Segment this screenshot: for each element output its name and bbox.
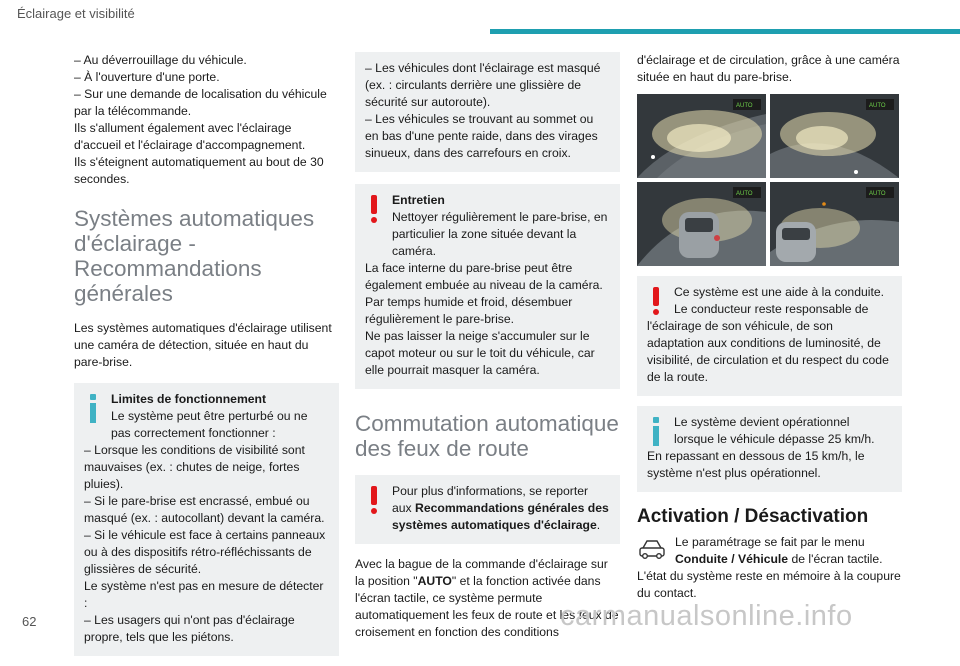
section-heading: Activation / Désactivation — [637, 506, 869, 527]
info-box-limits — [74, 383, 339, 656]
vehicle-settings-icon — [637, 536, 667, 562]
menu-path: Conduite / Véhicule — [675, 552, 789, 566]
section-heading: Systèmes automatiques d'éclairage - Recommandations générales — [74, 206, 315, 306]
watermark: carmanualsonline.info — [560, 600, 853, 632]
intro-text: Les systèmes automatiques d'éclairage utilisent une caméra de détection, située en haut du pare-brise. — [74, 321, 332, 369]
info-box-continued — [355, 52, 620, 172]
text-line: – À l'ouverture d'une porte. — [74, 70, 220, 84]
box-line: Le système peut être perturbé ou ne pas correctement fonctionner : — [111, 409, 308, 440]
warning-icon — [365, 484, 385, 514]
activation-post: de l'écran tactile. — [788, 552, 883, 566]
activation-text — [637, 534, 902, 568]
activation-line-2: L'état du système reste en mémoire à la coupure du contact. — [637, 569, 901, 600]
box-line — [365, 483, 610, 534]
box-line: – Lorsque les conditions de visibilité sont mauvaises (ex. : chutes de neige, fortes pluies). — [84, 443, 305, 491]
ref-line: Pour plus d'informations, se reporter aux — [392, 484, 589, 515]
box-line: Ne pas laisser la neige s'accumuler sur le capot moteur ou sur le toit du véhicule, car elle pourrait masquer la caméra. — [365, 329, 595, 377]
section-heading: Commutation automatique des feux de route — [355, 411, 619, 461]
box-line: – Les usagers qui n'ont pas d'éclairage propre, tels que les piétons. — [84, 613, 295, 644]
svg-text:AUTO: AUTO — [869, 103, 886, 109]
text-line: Ils s'éteignent automatiquement au bout de 30 secondes. — [74, 155, 324, 186]
body-auto: AUTO — [417, 574, 452, 588]
svg-text:AUTO: AUTO — [736, 191, 753, 197]
warning-icon — [647, 285, 667, 315]
ref-tail: . — [596, 518, 601, 532]
info-box-speed — [637, 406, 902, 492]
text-line: – Sur une demande de localisation du véhicule par la télécommande. — [74, 87, 327, 118]
svg-text:AUTO: AUTO — [869, 191, 886, 197]
box-line: La face interne du pare-brise peut être également embuée au niveau de la caméra. Par temps humide et froid, désembuer régulièrement le pare-brise. — [365, 261, 603, 326]
activation-pre: Le paramétrage se fait par le menu — [675, 535, 865, 549]
warning-box-reference — [355, 475, 620, 544]
page-number: 62 — [22, 614, 37, 629]
box-line: Le système n'est pas en mesure de détecter : — [84, 579, 324, 610]
box-line: Le conducteur reste responsable de l'éclairage de son véhicule, de son adaptation aux conditions de luminosité, de visibilité, de circulation et du respect du code de la route. — [647, 302, 889, 384]
body-post: " et la fonction activée dans l'écran tactile, ce système permute automatiquement les feux de route et les feux de croisement en fonction des conditions — [355, 574, 619, 639]
box-title: Limites de fonctionnement — [111, 392, 267, 406]
ref-link-text: Recommandations générales des systèmes automatiques d'éclairage — [392, 501, 609, 532]
column-2 — [355, 52, 620, 641]
box-line: – Si le véhicule est face à certains panneaux ou à des dispositifs rétro-réfléchissants de glissières de sécurité. — [84, 528, 326, 576]
warning-icon — [365, 193, 385, 223]
intro-text: d'éclairage et de circulation, grâce à une caméra située en haut du pare-brise. — [637, 53, 900, 84]
box-line: – Les véhicules dont l'éclairage est masqué (ex. : circulants derrière une glissière de sécurité sur autoroute). — [365, 61, 601, 109]
warning-box-driver — [637, 276, 902, 396]
headlight-illustrations — [637, 94, 902, 266]
section-title: Éclairage et visibilité — [17, 6, 135, 21]
box-line: Ce système est une aide à la conduite. — [674, 285, 885, 299]
column-1 — [74, 52, 339, 666]
illustration-night-road-1 — [637, 94, 766, 178]
illustration-preceding-vehicle — [770, 182, 899, 266]
info-icon — [84, 392, 104, 422]
svg-text:AUTO: AUTO — [736, 103, 753, 109]
box-line: En repassant en dessous de 15 km/h, le système n'est plus opérationnel. — [647, 449, 865, 480]
body-pre: Avec la bague de la commande d'éclairage sur la position " — [355, 557, 608, 588]
activation-line — [675, 534, 902, 568]
info-icon — [647, 415, 667, 445]
header-accent-rule — [490, 29, 960, 34]
column-3 — [637, 52, 902, 602]
text-line: – Au déverrouillage du véhicule. — [74, 53, 247, 67]
box-line: – Les véhicules se trouvant au sommet ou en bas d'une pente raide, dans des virages sinueux, dans des carrefours en croix. — [365, 112, 598, 160]
box-line: – Si le pare-brise est encrassé, embué ou masqué (ex. : autocollant) devant la caméra. — [84, 494, 325, 525]
box-title: Entretien — [392, 193, 445, 207]
box-line: Le système devient opérationnel lorsque le véhicule dépasse 25 km/h. — [674, 415, 875, 446]
illustration-oncoming-vehicle — [637, 182, 766, 266]
warning-box-maintenance — [355, 184, 620, 389]
illustration-night-road-2 — [770, 94, 899, 178]
box-line: Nettoyer régulièrement le pare-brise, en particulier la zone située devant la caméra. — [392, 210, 608, 258]
text-line: Ils s'allument également avec l'éclairage d'accueil et l'éclairage d'accompagnement. — [74, 121, 306, 152]
